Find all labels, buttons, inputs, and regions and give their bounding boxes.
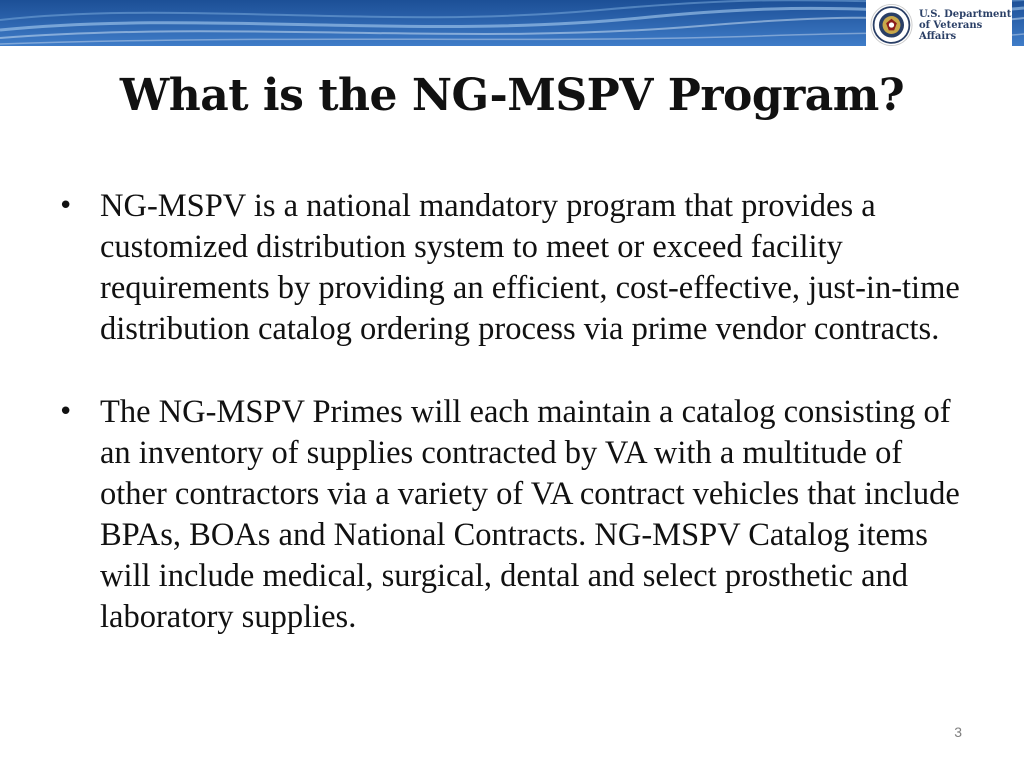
org-line-1: U.S. Department	[918, 8, 1012, 20]
bullet-list	[52, 186, 972, 638]
va-logo	[866, 0, 1012, 50]
page-number: 3	[954, 724, 962, 740]
bullet-text: NG-MSPV is a national mandatory program that provides a customized distribution system to meet or exceed facility requirements by providing an efficient, cost-effective, just-in-time distribution catalog ordering process via prime vendor contracts.	[100, 188, 960, 347]
bullet-text: The NG-MSPV Primes will each maintain a catalog consisting of an inventory of supplies contracted by VA with a multitude of other contractors via a variety of VA contract vehicles that include BPAs, BOAs and National Contracts. NG-MSPV Catalog items will include medical, surgical, dental and select prosthetic and laboratory supplies.	[100, 394, 960, 635]
org-line-2: of Veterans Affairs	[918, 19, 983, 42]
bullet-marker: •	[58, 397, 74, 427]
bullet-marker: •	[58, 191, 74, 221]
slide-title: What is the NG-MSPV Program?	[119, 70, 905, 121]
va-wordmark	[919, 9, 1012, 42]
bullet-item	[52, 392, 972, 638]
bullet-item	[52, 186, 972, 350]
va-seal-icon	[870, 1, 913, 49]
